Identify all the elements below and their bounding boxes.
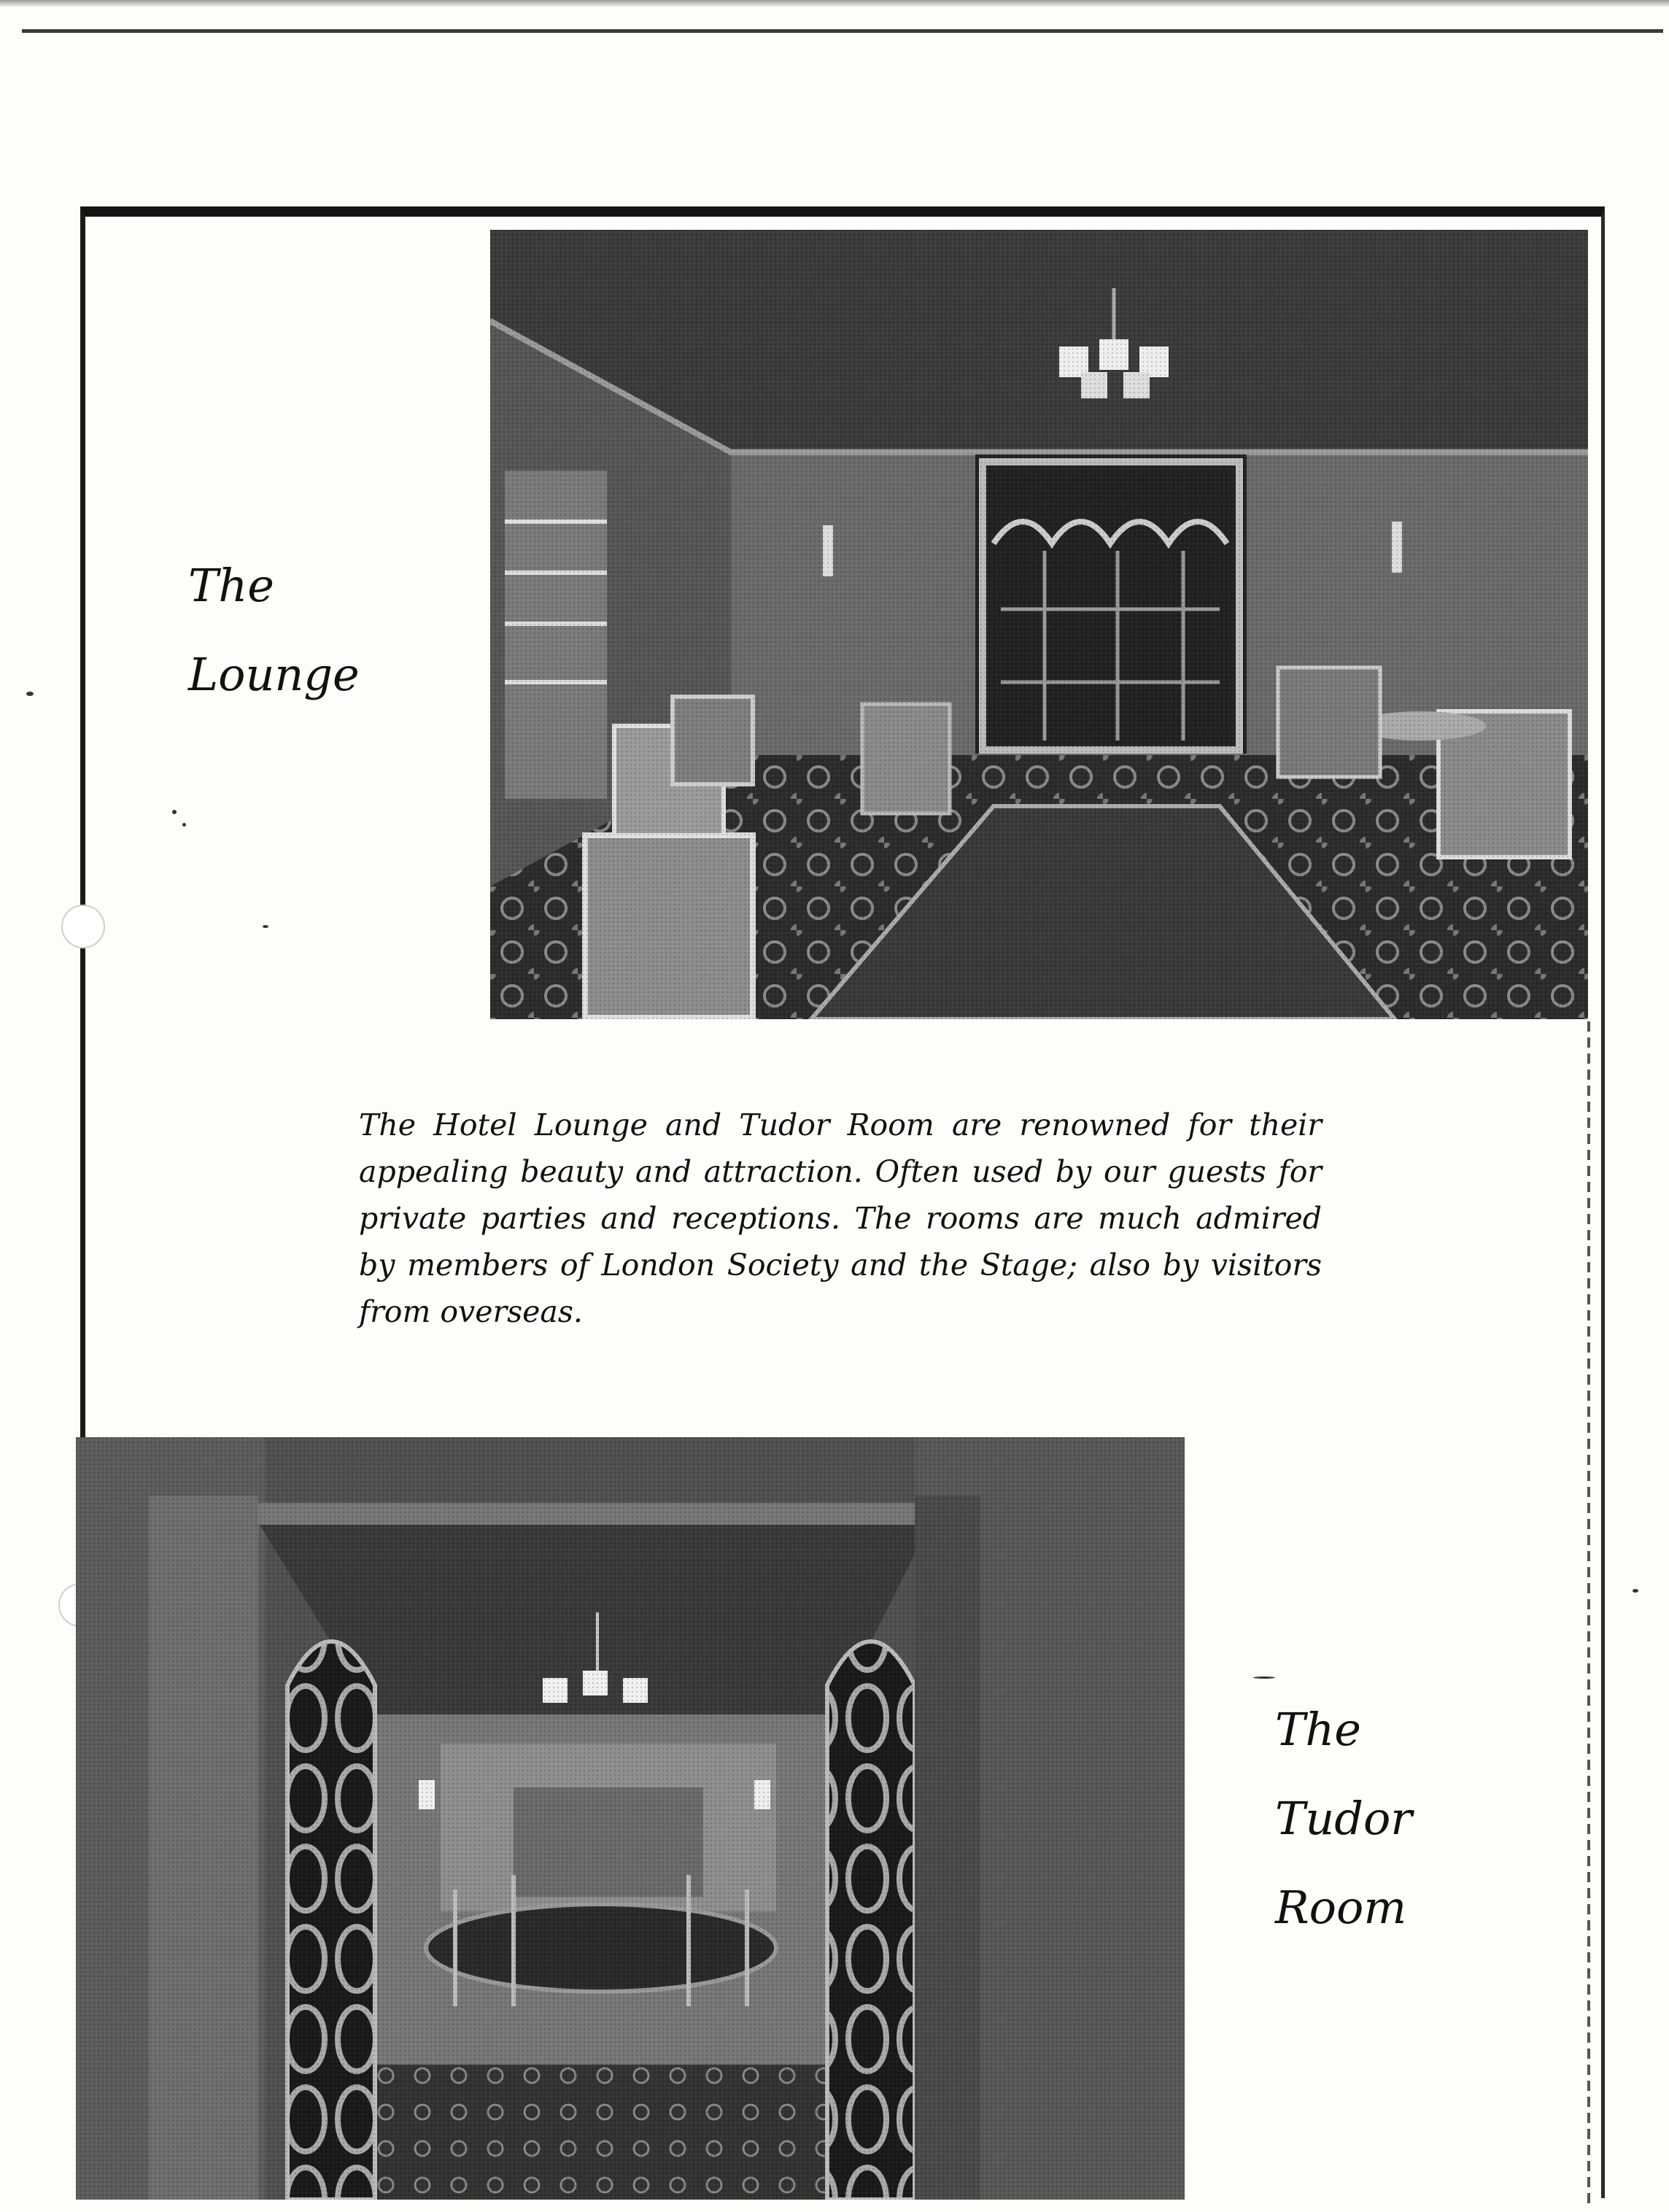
scan-speck [182,823,186,827]
scan-speck [26,692,34,696]
tudor-room-caption [1275,1685,1412,1952]
scan-edge [0,0,1669,7]
description-paragraph: The Hotel Lounge and Tudor Room are renowned for their appealing beauty and attraction. Often used by our guests for private parties and receptions. The rooms are much admired by members of London Society and the Stage; also by visitors from overseas. [359,1107,1322,1329]
lounge-caption [188,541,360,719]
lounge-caption-line1: The [188,559,274,612]
tudor-caption-line2: Tudor [1275,1792,1412,1845]
punch-hole [61,905,105,948]
scan-speck [263,925,268,928]
scan-speck [1633,1589,1638,1593]
tudor-caption-line1: The [1275,1703,1361,1756]
scan-top-rule [22,29,1663,33]
page-right-edge [1587,1021,1590,2203]
lounge-photo [490,230,1588,1019]
scan-speck [172,810,177,814]
tudor-caption-line3: Room [1275,1881,1407,1934]
scan-speck [1253,1677,1275,1679]
tudor-room-photo [76,1437,1185,2200]
lounge-caption-line2: Lounge [188,648,360,701]
